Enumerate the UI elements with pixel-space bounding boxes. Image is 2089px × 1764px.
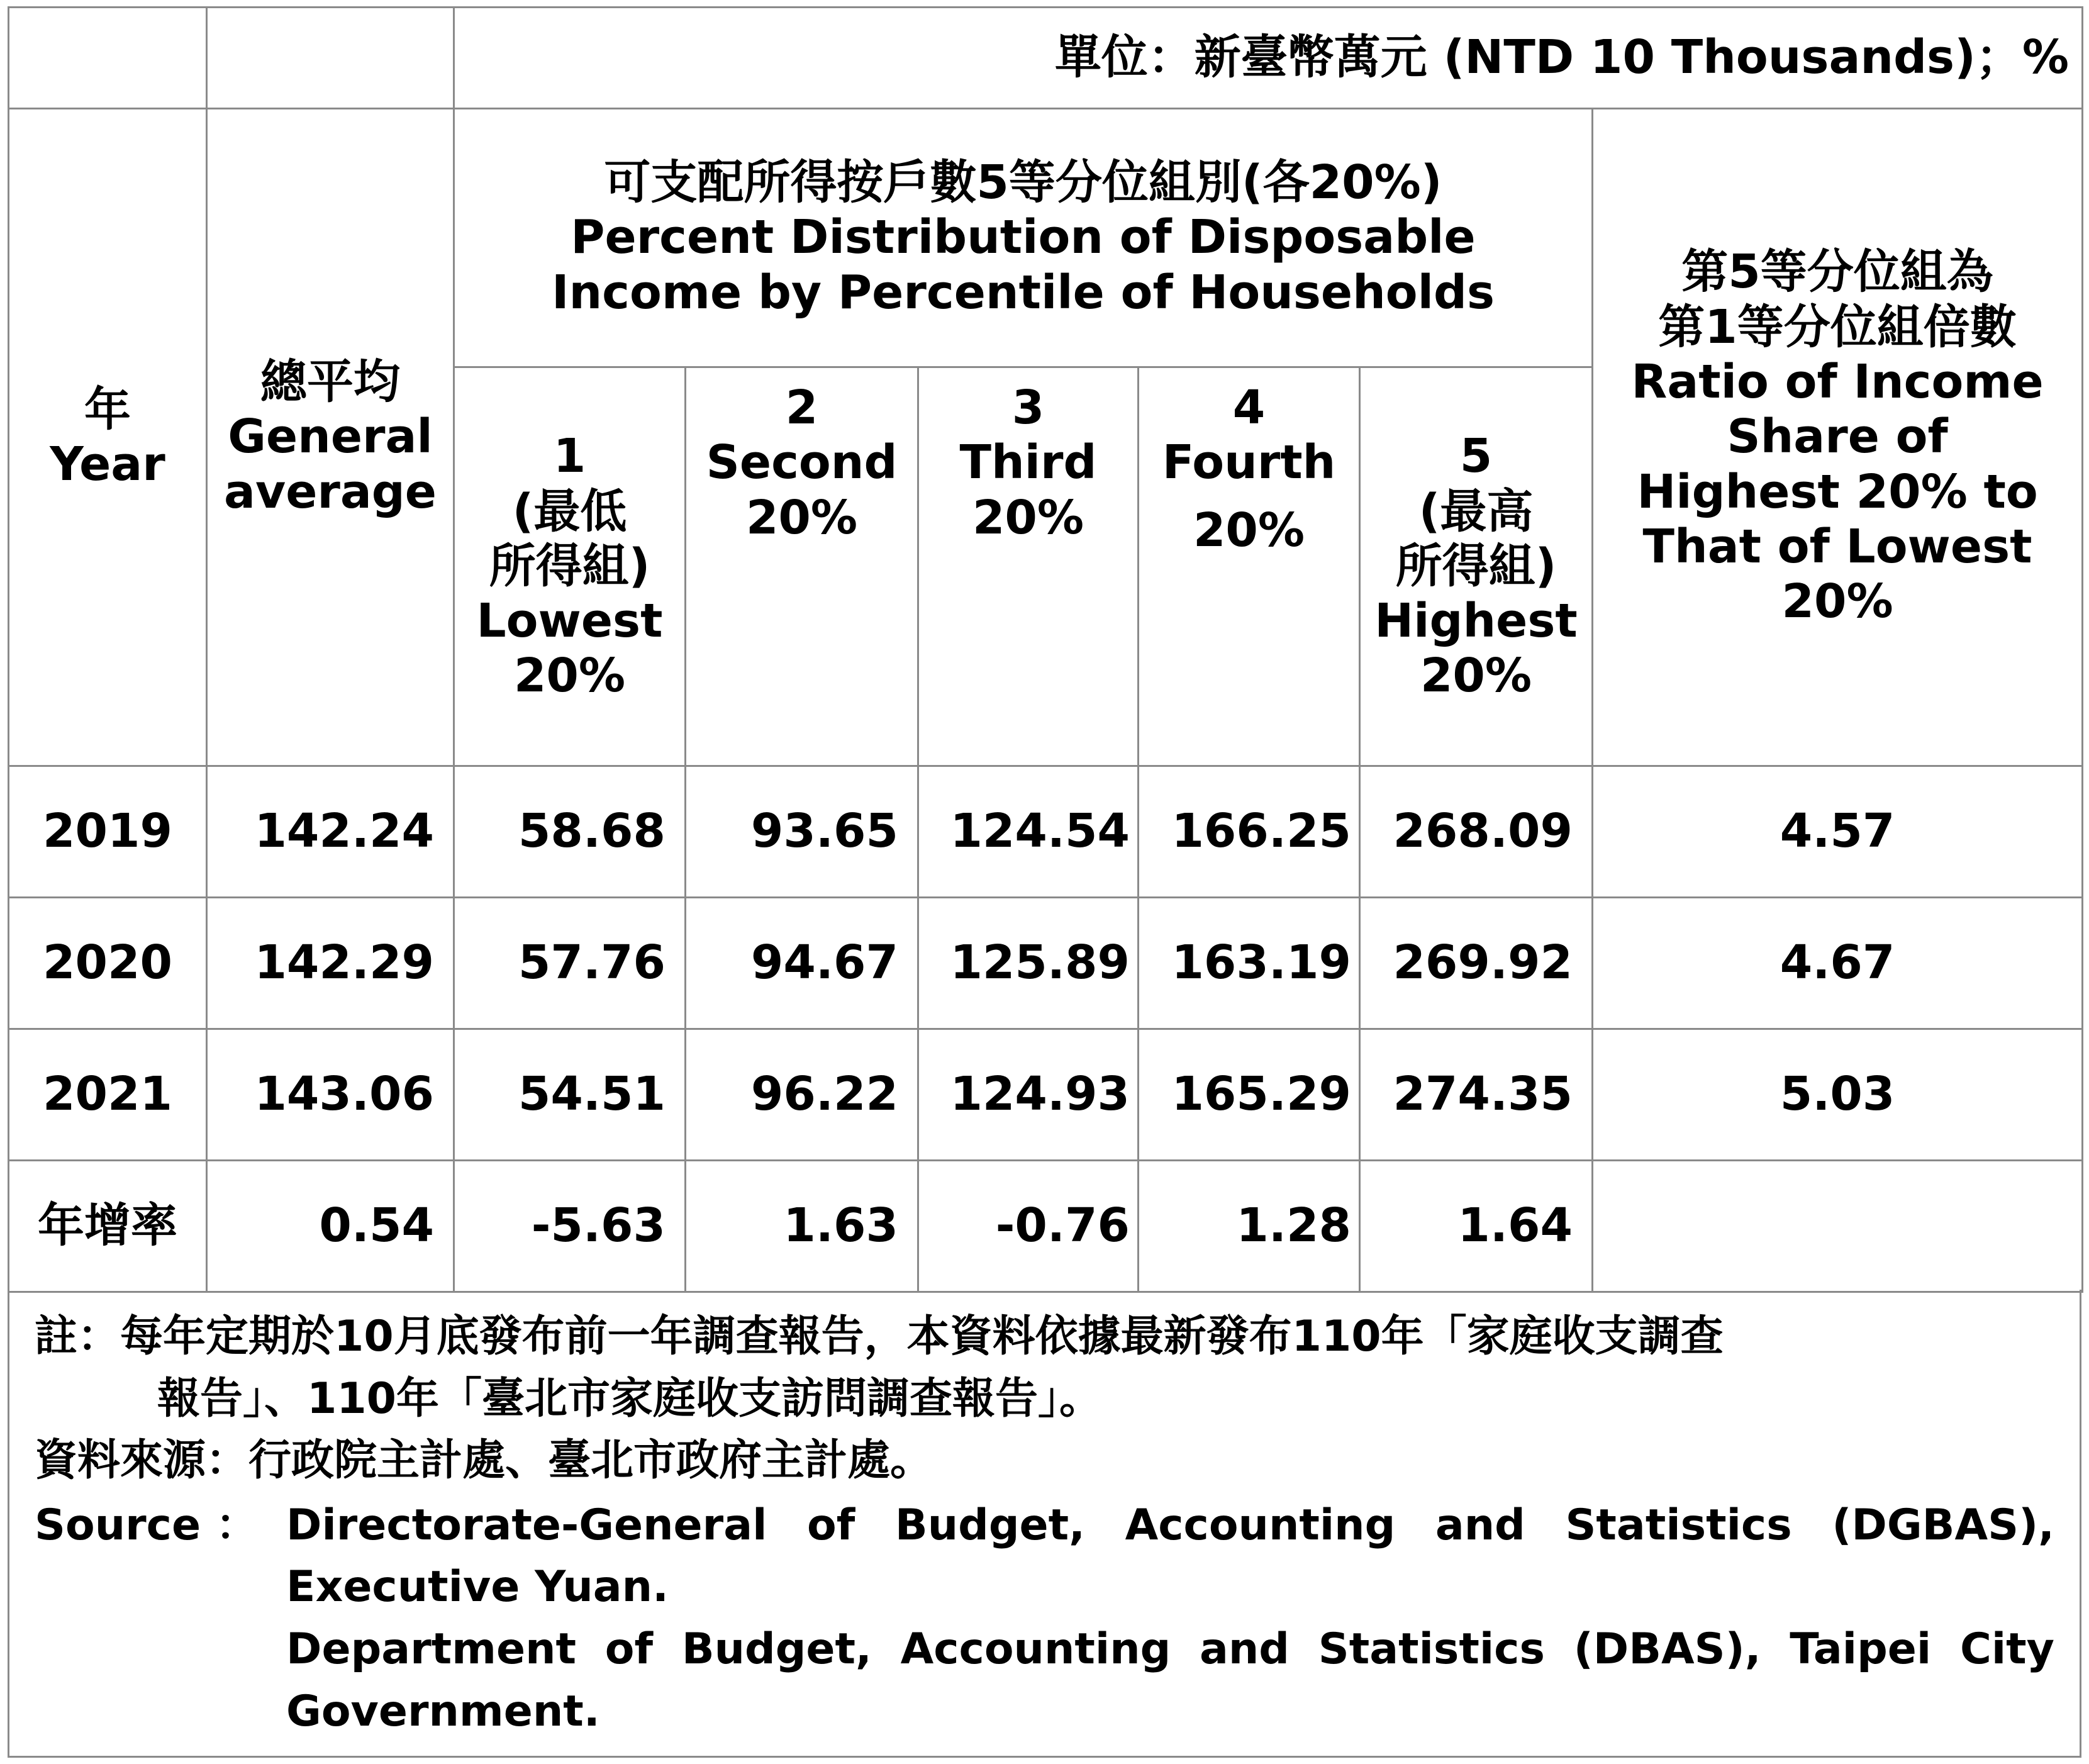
- year-header-en: Year: [50, 437, 165, 491]
- q1-cell: 57.76: [454, 898, 686, 1029]
- q1-header-line: Lowest: [476, 594, 663, 649]
- note-text-line2: 報告」、110年「臺北市家庭收支訪問調查報告」。: [157, 1373, 1102, 1424]
- q3-header-line: Third: [959, 435, 1097, 490]
- q1-header-line: 1: [553, 429, 586, 484]
- q4-header-line: Fourth: [1162, 435, 1336, 490]
- general-header-en1: General: [228, 410, 433, 464]
- unit-label: 單位：新臺幣萬元 (NTD 10 Thousands)；%: [454, 8, 2083, 109]
- year-cell: 2021: [9, 1029, 207, 1161]
- ratio-header-line: Ratio of Income: [1631, 355, 2044, 410]
- general-header-zh: 總平均: [260, 355, 400, 410]
- q5-cell: 1.64: [1360, 1161, 1593, 1292]
- q1-header-line: 所得組): [489, 539, 650, 593]
- q1-header: [454, 367, 686, 766]
- corner-cell: [9, 8, 207, 109]
- q3-cell: -0.76: [918, 1161, 1139, 1292]
- q3-header-line: 20%: [972, 490, 1084, 545]
- q4-header-line: 20%: [1193, 503, 1305, 557]
- q5-cell: 269.92: [1360, 898, 1593, 1029]
- table-row: [9, 766, 2083, 898]
- year-cell: 年增率: [9, 1161, 207, 1292]
- notes-section: [8, 1290, 2081, 1758]
- ratio-header-line: Highest 20% to: [1637, 464, 2038, 519]
- q3-header: [918, 367, 1139, 766]
- general-average-header: [207, 109, 454, 766]
- table-row: [9, 1029, 2083, 1161]
- note-text-line1: 每年定期於10月底發布前一年調查報告，本資料依據最新發布110年「家庭收支調查: [120, 1312, 1724, 1361]
- general-cell: 0.54: [207, 1161, 454, 1292]
- source-en-dbas: Department of Budget, Accounting and Statistics (DBAS), Taipei City Government.: [286, 1624, 2054, 1736]
- ratio-cell: [1593, 1161, 2083, 1292]
- q2-header: [686, 367, 918, 766]
- q1-cell: -5.63: [454, 1161, 686, 1292]
- source-en-dgbas: Directorate-General of Budget, Accounting and Statistics (DGBAS), Executive Yuan.: [286, 1500, 2054, 1612]
- q3-cell: 125.89: [918, 898, 1139, 1029]
- q2-header-line: 2: [785, 381, 818, 435]
- ratio-header-line: Share of: [1727, 410, 1948, 464]
- ratio-header-line: 20%: [1781, 574, 1893, 629]
- q4-header-line: 4: [1232, 381, 1266, 435]
- q4-header: [1139, 367, 1360, 766]
- general-cell: 142.24: [207, 766, 454, 898]
- ratio-cell: 4.57: [1593, 766, 2083, 898]
- group-header-en2: Income by Percentile of Households: [551, 265, 1495, 320]
- q5-cell: 268.09: [1360, 766, 1593, 898]
- year-header-zh: 年: [84, 382, 131, 437]
- q2-cell: 1.63: [686, 1161, 918, 1292]
- year-header: [9, 109, 207, 766]
- q4-cell: 166.25: [1139, 766, 1360, 898]
- source-en-row: [35, 1495, 2054, 1743]
- q4-cell: 163.19: [1139, 898, 1360, 1029]
- q2-cell: 94.67: [686, 898, 918, 1029]
- ratio-cell: 4.67: [1593, 898, 2083, 1029]
- ratio-header: [1593, 109, 2083, 766]
- q3-cell: 124.54: [918, 766, 1139, 898]
- q1-cell: 54.51: [454, 1029, 686, 1161]
- general-cell: 143.06: [207, 1029, 454, 1161]
- q1-header-line: 20%: [513, 649, 626, 703]
- quintile-group-header: [454, 109, 1593, 367]
- q2-header-line: Second: [706, 435, 898, 490]
- q2-header-line: 20%: [745, 490, 858, 545]
- q5-header: [1360, 367, 1593, 766]
- q5-header-line: 所得組): [1395, 539, 1557, 593]
- q5-header-line: (最高: [1418, 484, 1534, 539]
- q3-header-line: 3: [1011, 381, 1045, 435]
- q5-cell: 274.35: [1360, 1029, 1593, 1161]
- note-row: [35, 1306, 2054, 1368]
- q3-cell: 124.93: [918, 1029, 1139, 1161]
- q1-header-line: (最低: [512, 484, 627, 539]
- q4-cell: 165.29: [1139, 1029, 1360, 1161]
- group-header-en1: Percent Distribution of Disposable: [571, 210, 1476, 265]
- general-header-en2: average: [224, 464, 437, 519]
- q2-cell: 96.22: [686, 1029, 918, 1161]
- q1-cell: 58.68: [454, 766, 686, 898]
- source-text: [286, 1495, 2054, 1743]
- note-label: 註：: [35, 1312, 121, 1361]
- q5-header-line: 5: [1459, 429, 1493, 484]
- ratio-header-line: 第1等分位組倍數: [1658, 299, 2017, 354]
- general-cell: 142.29: [207, 898, 454, 1029]
- year-cell: 2019: [9, 766, 207, 898]
- income-table: [8, 6, 2083, 1293]
- ratio-header-line: 第5等分位組為: [1681, 245, 1993, 299]
- ratio-header-line: That of Lowest: [1642, 519, 2032, 574]
- year-cell: 2020: [9, 898, 207, 1029]
- source-zh: 資料來源：行政院主計處、臺北市政府主計處。: [35, 1436, 933, 1486]
- q4-cell: 1.28: [1139, 1161, 1360, 1292]
- growth-rate-row: [9, 1161, 2083, 1292]
- q5-header-line: 20%: [1420, 649, 1532, 703]
- table-row: [9, 898, 2083, 1029]
- blank-cell: [207, 8, 454, 109]
- source-label: Source ：: [35, 1500, 259, 1550]
- q2-cell: 93.65: [686, 766, 918, 898]
- group-header-zh: 可支配所得按戶數5等分位組別(各20%): [604, 155, 1442, 210]
- ratio-cell: 5.03: [1593, 1029, 2083, 1161]
- q5-header-line: Highest: [1374, 594, 1578, 649]
